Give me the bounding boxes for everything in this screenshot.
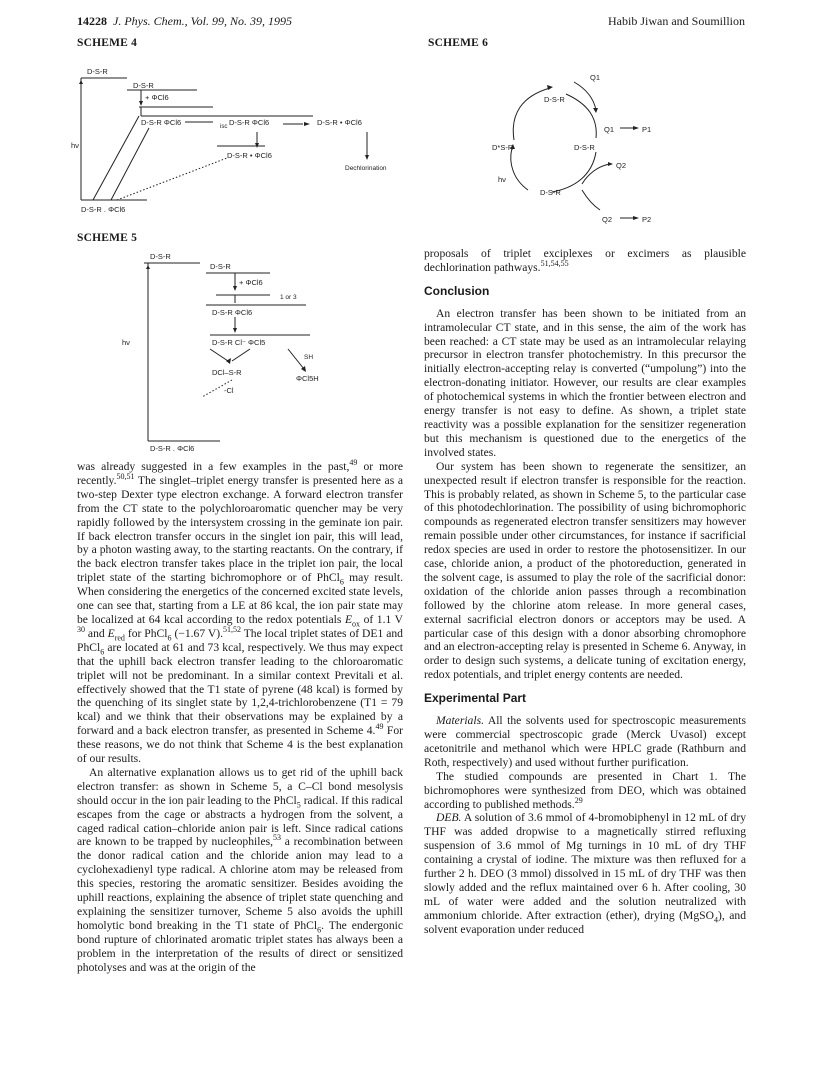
scheme4-label-ground: D-S-R . ΦCl6 [81,205,126,214]
scheme4-label-pair1: D-S-R ΦCl6 [141,118,182,127]
scheme6-label-p1: P1 [642,125,652,134]
scheme5-label-plus: + ΦCl6 [239,278,263,287]
scheme5-label-hv: hν [122,338,130,347]
scheme5-label-sh: SH [304,354,314,361]
scheme4-label-top: D-S-R [87,67,108,76]
right-intro-paragraph: proposals of triplet exciplexes or excimers as plausible dechlorination pathways.$^{51,54,55}$ [424,247,746,274]
scheme6-label-ion-top: D-S-R [544,95,565,104]
left-paragraph-1: was already suggested in a few examples in the past,$^{49}$ or more recently.$^{50,51}$ The singlet–triplet energy transfer is presented here as a two-step Dexter type electron exchange. A forward electron transfer from the CT state to the polychloroaromatic quencher may be very rapidly followed by the intersystem crossing in the geminate ion pair. If back electron transfer occurs in the singlet ion pair, this will lead, by a photon wasting away, to the starting reactants. On the contrary, if the back electron transfer takes place in the triplet ion pair, the local triplet state of the starting bichromophore or of PhCl$_6$ may result. When considering the energetics of the concerned excited state levels, one can see that, starting from a LE at 86 kcal, the ion pair state may be localized at 64 kcal according to the redox potentials $E_{ox}$ of 1.1 V $^{30}$ and $E_{red}$ for PhCl$_6$ (−1.67 V).$^{51,52}$ The local triplet states of DE1 and PhCl$_6$ are located at 61 and 73 kcal, respectively. We thus may expect that the uphill back electron transfer leading to the chloroaromatic triplet will not be predominant. In a similar context Previtali et al. effectively showed that the T1 state of pyrene (48 kcal) is formed by the quenching of its singlet state by 1,2,4-trichlorobenzene (T1 = 79 kcal) and we think that their observations may be explained by a forward and a back electron transfer, as presented in Scheme 4.49 For these reasons, we do not think that Scheme 4 is the best explanation of our results. [77,458,403,766]
scheme6-label-hv: hν [498,175,506,184]
scheme4-label-ion: D-S-R [133,81,154,90]
running-header [77,14,745,32]
scheme5-label-1or3: 1 or 3 [280,294,297,301]
scheme4-label-dechlorination: Dechlorination [345,165,387,172]
header-authors: Habib Jiwan and Soumillion [608,14,745,28]
scheme4-label-isc: isc [220,124,228,130]
scheme4-title: SCHEME 4 [77,37,138,49]
scheme5-label-ground: D-S-R . ΦCl6 [150,444,195,453]
scheme6-label-q1: Q1 [590,73,601,82]
scheme5-label-phicl5h: ΦCl5H [296,374,319,383]
scheme4-label-local-triplet: D-S-R • ΦCl6 [227,151,272,160]
scheme4-figure [71,50,407,220]
conclusion-heading: Conclusion [424,283,490,298]
scheme6-figure [470,52,710,232]
scheme5-label-pair: D-S-R ΦCl6 [212,308,253,317]
conclusion-paragraph-2: Our system has been shown to regenerate the sensitizer, an unexpected result if electron transfer is responsible for the reaction. This is probably related, as shown in Scheme 5, to the particular case of this photodechlorination. The possibility of using bichromophoric compounds as regenerated electron transfer sensitizers may however remain possible under other circumstances, for instance if sacrificial redox species are used in order to restore the photosensitizer. In our case, chloride anion, a product of the photoreduction, generated in the solvent cage, is assumed to play the role of the sacrificial donor: oxidation of the chloride anion passes through a recombination followed by the chlorine atom release. In more general cases, external sacrificial electron donors or acceptors may be used. A particular case of this design with a donor absorbing chromophore and an electron-accepting relay is presented in Scheme 6. Anyway, in order to design such systems, a delicate tuning of excitation energy, redox potentials, and triplet energy contents are needed. [424,459,746,682]
journal-citation: J. Phys. Chem., Vol. 99, No. 39, 1995 [113,14,292,28]
header-left [77,14,292,29]
scheme6-label-ground: D-S-R [540,188,561,197]
scheme6-label-q1-rad: Q1 [604,125,615,134]
scheme5-figure [120,245,410,455]
scheme5-label-ion: D-S-R [210,262,231,271]
experimental-heading: Experimental Part [424,691,527,706]
scheme5-title: SCHEME 5 [77,232,138,244]
scheme4-label-plus: + ΦCl6 [145,93,169,102]
page-number: 14228 [77,14,107,28]
scheme6-label-ion-right: D-S-R [574,143,595,152]
scheme4-label-hv: hν [71,141,79,150]
scheme6-label-excited: D*S-R [492,143,514,152]
experimental-paragraph-1: Materials. All the solvents used for spectroscopic measurements were commercial spectroscopic grade (Merck Uvasol) except acetonitrile and methanol which were HPLC grade (Rathburn and Roth, respectively) and used without further purification. [424,714,746,769]
conclusion-paragraph-1: An electron transfer has been shown to be initiated from an intramolecular CT state, and in this sense, the aim of the work has been reached: a CT state may be used as an intramolecular relaying precursor in electron transfer photochemistry. In this precursor the initially electron-accepting relay is converted (“umpolung”) into the electron-donating initiator. However, our results are clear examples of photochemical systems in which the frontier between electron and energy transfer is not easy to define. As shown, a triplet state reactivity was a possible explanation for the sensitizer regeneration but this mechanism is questioned due to the energetics of the involved states. [424,306,746,459]
scheme6-label-q2: Q2 [616,161,627,170]
scheme5-label-cl-pair: D-S-R Cl⁻ ΦCl5 [212,338,266,347]
experimental-paragraph-2: The studied compounds are presented in Chart 1. The bichromophores were synthesized from DEO, which was obtained according to published methods.$^{29}$ [424,769,746,811]
left-paragraph-2: An alternative explanation allows us to get rid of the uphill back electron transfer: as shown in Scheme 5, a C–Cl bond mesolysis should occur in the ion pair leading to the PhCl$_5$ radical. If this radical escapes from the cage or abstracts a hydrogen from the solvent, a caged radical cation–chloride anion pair is left. Since radical cations are known to be trapped by nucleophiles,$^{53}$ a recombination between the donor radical cation and the chloride anion may lead to a cyclohexadienyl type radical. A chlorine atom may be released from this species, restoring the aromatic sensitizer. Besides avoiding the uphill reactions, explaining the absence of triplet state quenching and explaining the sensitizer turnover, Scheme 5 also avoids the uphill homolytic bond breaking in the T1 state of PhCl$_6$. The endergonic bond rupture of chlorinated aromatic triplet states has always been a problem in the interpretation of the results of direct or sensitized photolyses and was at the origin of the [77,765,404,974]
left-column [77,460,403,975]
scheme5-label-dcl: DCl–S-R [212,368,242,377]
scheme4-label-pair3: D-S-R ΦCl6 [229,118,270,127]
experimental-paragraph-3: DEB. A solution of 3.6 mmol of 4-bromobiphenyl in 12 mL of dry THF was added dropwise to a magnetically stirred refluxing suspension of 3.6 mmol of Mg turnings in 10 mL of dry THF containing a crystal of iodine. The mixture was then refluxed for a further 2 h. DEO (3 mmol) dissolved in 15 mL of dry THF was then slowly added and the reflux maintained over 6 h. After cooling, 30 mL of water were added and the solution neutralized with ammonium chloride. After extraction (ether), drying (MgSO$_4$), and solvent evaporation under reduced [424,811,746,936]
scheme5-label-cl-release: -Cl [224,386,234,395]
right-column [424,247,746,937]
scheme4-label-exciplex: D-S-R • ΦCl6 [317,118,362,127]
scheme6-label-q2-rad: Q2 [602,215,613,224]
scheme6-title: SCHEME 6 [428,37,489,49]
scheme5-label-top: D-S-R [150,252,171,261]
scheme6-label-p2: P2 [642,215,652,224]
